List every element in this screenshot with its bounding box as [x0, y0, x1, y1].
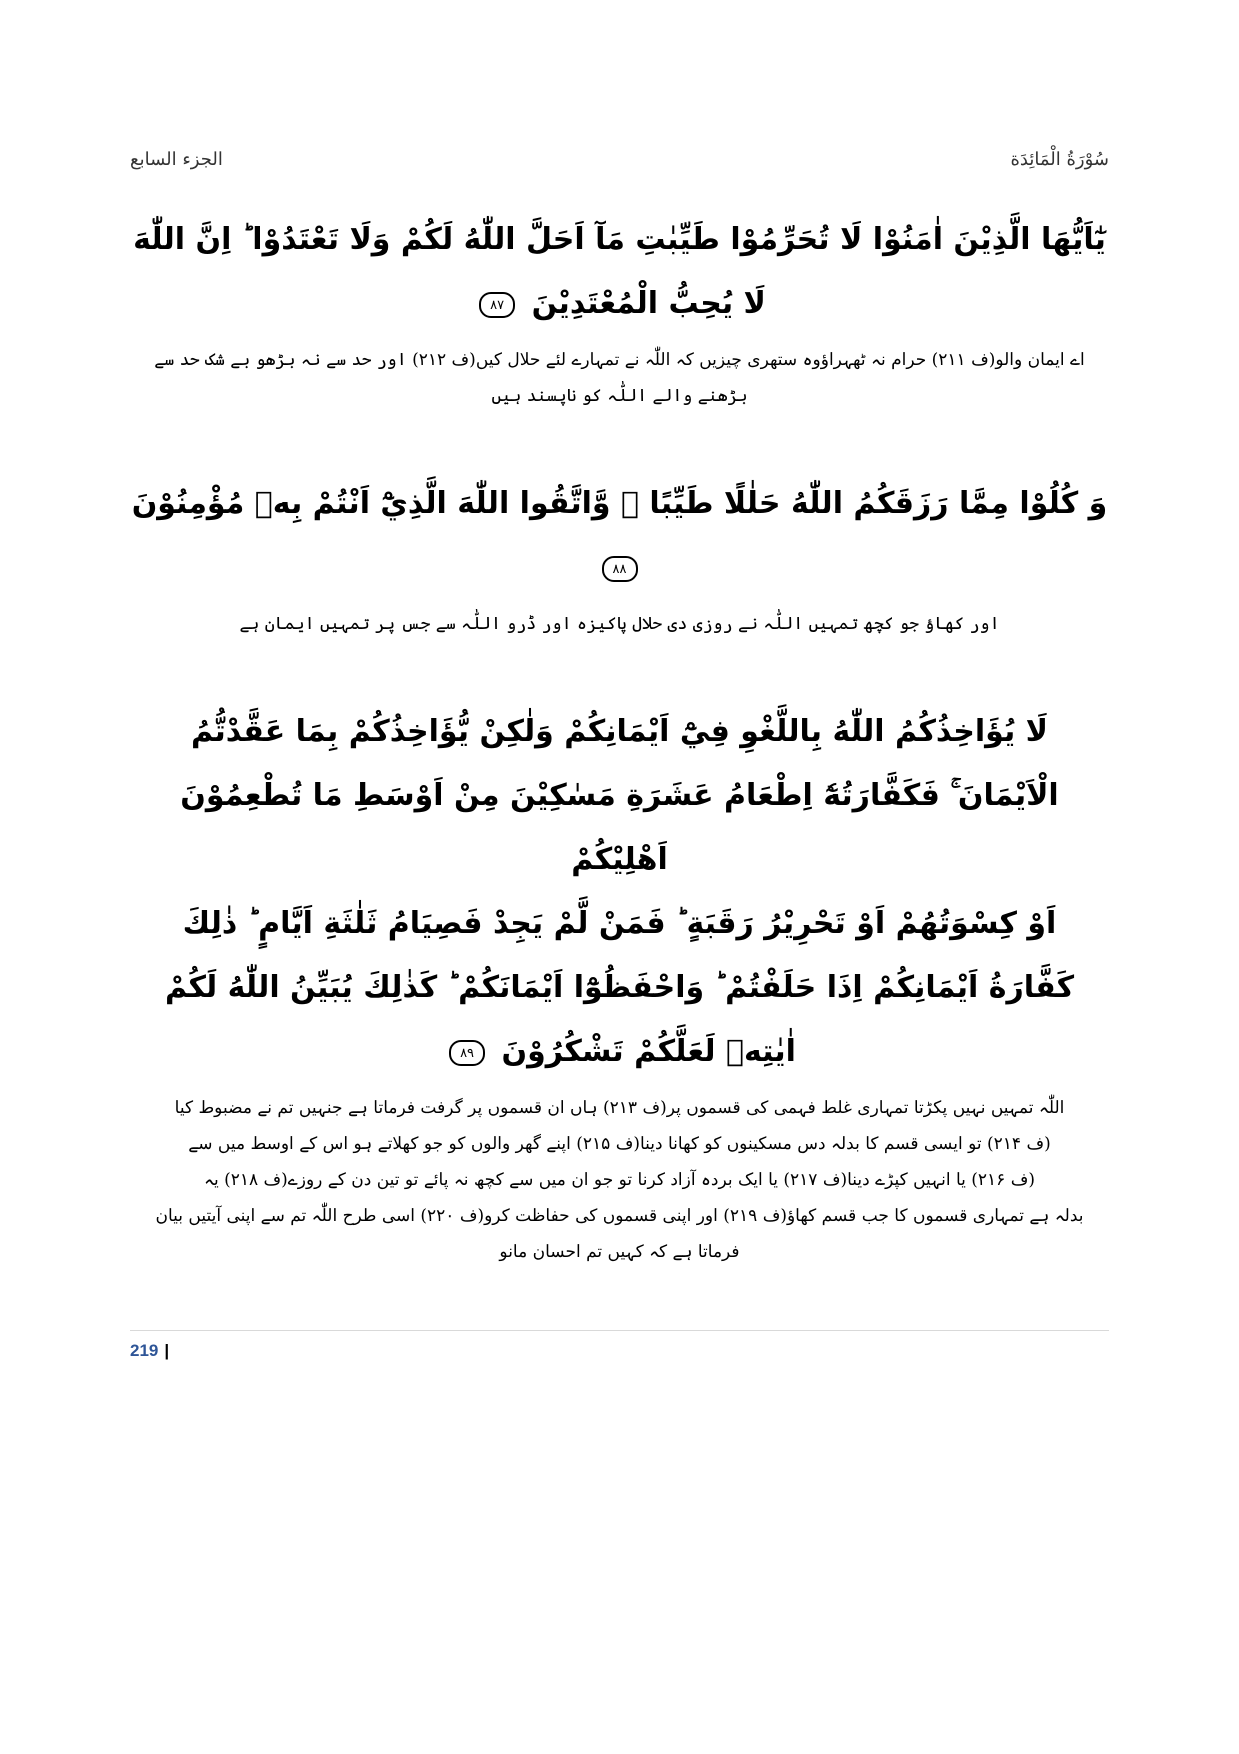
- verse-89-line-1: لَا يُؤَاخِذُكُمُ اللّٰهُ بِاللَّغْوِ فِيْٓ اَيْمَانِكُمْ وَلٰكِنْ يُّؤَاخِذُكُمْ بِمَا عَقَّدْتُّمُ: [190, 714, 1049, 749]
- page-number: [130, 1339, 1109, 1363]
- header-juz-name: الجزء السابع: [130, 149, 223, 170]
- verse-88-line-1: وَ كُلُوْا مِمَّا رَزَقَكُمُ اللّٰهُ حَلٰلًا طَيِّبًا ۪ وَّاتَّقُوا اللّٰهَ الَّذِيْٓ اَنْتُمْ بِهٖ مُؤْمِنُوْنَ: [131, 486, 1108, 521]
- verse-88: [130, 472, 1109, 642]
- header-surah-name: سُوْرَةُ الْمَائِدَة: [1010, 149, 1109, 170]
- verse-88-translation: اور کھاؤ جو کچھ تمہیں اللّٰہ نے روزی دی حلال پاکیزہ اور ڈرو اللّٰہ سے جس پر تمہیں ایمان ہے: [239, 614, 1000, 634]
- verse-87-translation: اے ایمان والو(ف ۲۱۱) حرام نہ ٹھہراؤوہ ستھری چیزیں کہ اللّٰہ نے تمہارے لئے حلال کیں(ف ۲۱۲) اور حد سے نہ بڑھو بے شک حد سے بڑھنے والے اللّٰہ کو ناپسند ہیں: [154, 350, 1085, 406]
- verse-89-arabic: [130, 700, 1109, 1084]
- verse-gap: [130, 424, 1109, 472]
- page-number-separator: |: [164, 1341, 170, 1360]
- verse-87-line-2: [130, 272, 1109, 336]
- verse-88-arabic: [130, 472, 1109, 600]
- verse-89-translation-line-1: اللّٰہ تمہیں نہیں پکڑتا تمہاری غلط فہمی کی قسموں پر(ف ۲۱۳) ہاں ان قسموں پر گرفت فرماتا ہے جنہیں تم نے مضبوط کیا: [174, 1098, 1065, 1118]
- verse-89-line-2: الْاَيْمَانَ ۚ فَكَفَّارَتُهٗٓ اِطْعَامُ عَشَرَةِ مَسٰكِيْنَ مِنْ اَوْسَطِ مَا تُطْعِمُوْنَ اَهْلِيْكُمْ: [180, 778, 1059, 877]
- verse-89-line-5: [130, 1020, 1109, 1084]
- ayah-number-marker-88: ٨٨: [602, 556, 638, 582]
- verse-89: [130, 700, 1109, 1270]
- verse-87: [130, 208, 1109, 414]
- verse-89-line-3: اَوْ كِسْوَتُهُمْ اَوْ تَحْرِيْرُ رَقَبَةٍ ؕ فَمَنْ لَّمْ يَجِدْ فَصِيَامُ ثَلٰثَةِ اَيَّامٍ ؕ ذٰلِكَ: [182, 906, 1057, 941]
- verse-87-line-1: يٰٓاَيُّهَا الَّذِيْنَ اٰمَنُوْا لَا تُحَرِّمُوْا طَيِّبٰتِ مَآ اَحَلَّ اللّٰهُ لَكُمْ وَلَا تَعْتَدُوْا ؕ اِنَّ اللّٰهَ: [133, 222, 1106, 257]
- verse-87-line-2-text: لَا يُحِبُّ الْمُعْتَدِيْنَ: [531, 286, 766, 321]
- ayah-number-marker-87: ٨٧: [479, 292, 515, 318]
- verse-87-arabic: [130, 208, 1109, 336]
- verse-89-line-4: كَفَّارَةُ اَيْمَانِكُمْ اِذَا حَلَفْتُمْ ؕ وَاحْفَظُوْٓا اَيْمَانَكُمْ ؕ كَذٰلِكَ يُبَيِّنُ اللّٰهُ لَكُمْ: [164, 970, 1075, 1005]
- verse-89-translation-line-3: (ف ۲۱۶) یا انہیں کپڑے دینا(ف ۲۱۷) یا ایک بردہ آزاد کرنا تو جو ان میں سے کچھ نہ پائے تو تین دن کے روزے(ف ۲۱۸) یہ: [203, 1170, 1035, 1190]
- verse-89-translation-line-2: (ف ۲۱۴) تو ایسی قسم کا بدلہ دس مسکینوں کو کھانا دینا(ف ۲۱۵) اپنے گھر والوں کو جو کھلاتے ہو اس کے اوسط میں سے: [188, 1134, 1051, 1154]
- verse-89-translation: [130, 1090, 1109, 1270]
- footer: [130, 1330, 1109, 1363]
- verse-89-translation-line-5: فرماتا ہے کہ کہیں تم احسان مانو: [499, 1242, 740, 1262]
- verse-88-marker-row: [130, 536, 1109, 600]
- running-header: [130, 140, 1109, 180]
- verse-89-line-5-text: اٰيٰتِهٖ لَعَلَّكُمْ تَشْكُرُوْنَ: [501, 1034, 796, 1069]
- verse-gap: [130, 652, 1109, 700]
- page-number-value: 219: [130, 1341, 159, 1360]
- verse-89-translation-line-4: بدلہ ہے تمہاری قسموں کا جب قسم کھاؤ(ف ۲۱۹) اور اپنی قسموں کی حفاظت کرو(ف ۲۲۰) اسی طرح اللّٰہ تم سے اپنی آیتیں بیان: [155, 1206, 1084, 1226]
- ayah-number-marker-89: ٨٩: [449, 1040, 485, 1066]
